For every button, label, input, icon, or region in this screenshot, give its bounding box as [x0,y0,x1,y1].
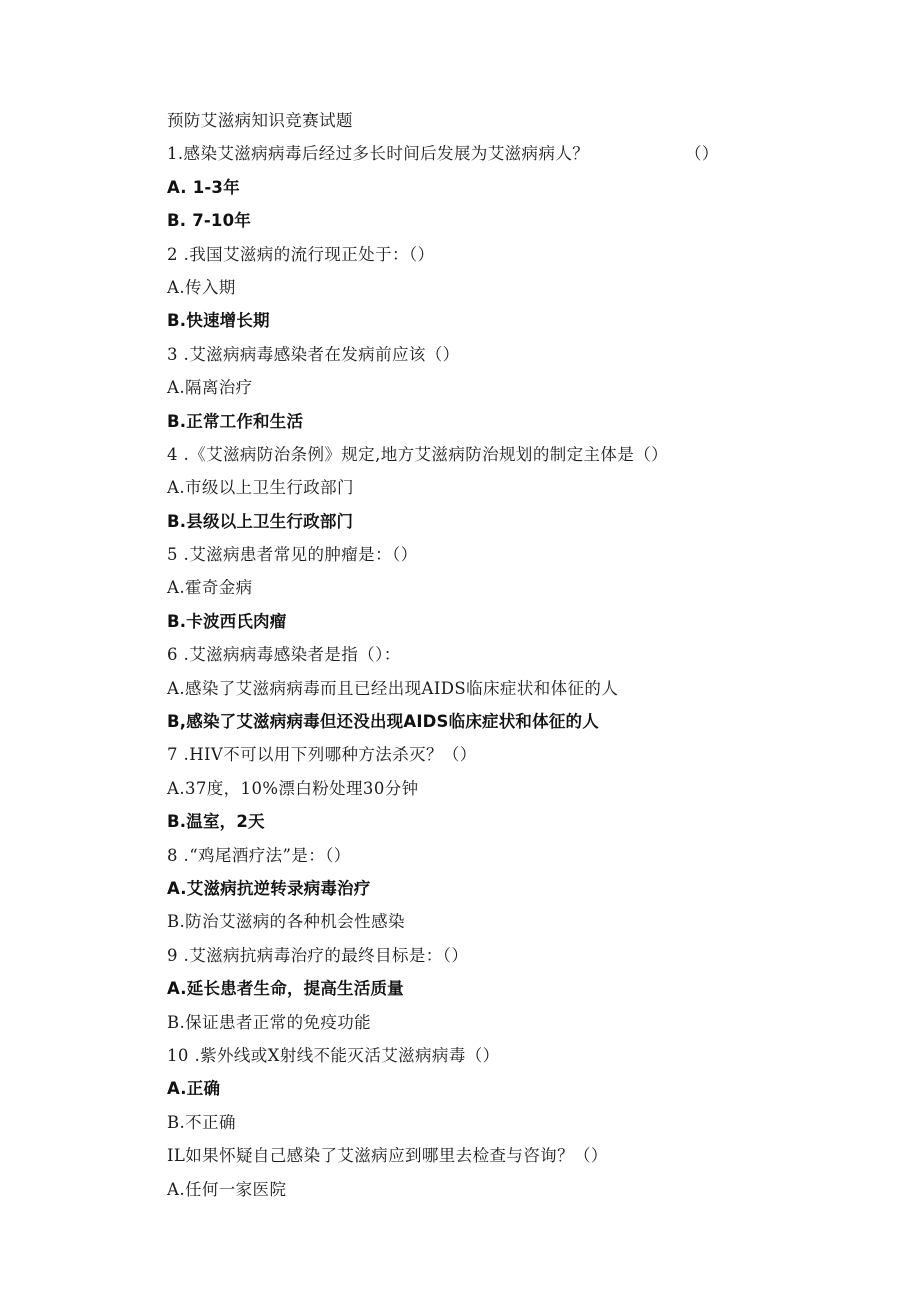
option-a: A. 1-3年 [167,177,240,197]
option-a: A.37度，10%漂白粉处理30分钟 [167,778,419,798]
question-11: IL如果怀疑自己感染了艾滋病应到哪里去检查与咨询？（） [167,1146,608,1166]
question-6: 6 .艾滋病病毒感染者是指（）： [167,645,401,665]
question-8: 8 .“鸡尾酒疗法”是：（） [167,845,351,865]
answer-blank: （） [685,144,719,164]
question-10: 10 .紫外线或X射线不能灭活艾滋病病毒（） [167,1045,500,1065]
option-a: A.正确 [167,1079,221,1099]
option-a: A.感染了艾滋病病毒而且已经出现AIDS临床症状和体征的人 [167,678,619,698]
question-4: 4 .《艾滋病防治条例》规定,地方艾滋病防治规划的制定主体是（） [167,444,669,464]
option-b: B.防治艾滋病的各种机会性感染 [167,912,405,932]
question-9: 9 .艾滋病抗病毒治疗的最终目标是：（） [167,945,469,965]
question-2: 2 .我国艾滋病的流行现正处于：（） [167,244,435,264]
option-b: B.正常工作和生活 [167,411,304,431]
question-7: 7 .HIV不可以用下列哪种方法杀灭？（） [167,745,477,765]
option-b: B,感染了艾滋病病毒但还没出现AIDS临床症状和体征的人 [167,712,599,732]
document-title: 预防艾滋病知识竞赛试题 [167,111,353,130]
option-a: A.传入期 [167,277,236,297]
option-a: A.霍奇金病 [167,578,253,598]
question-1 [167,139,767,172]
question-5: 5 .艾滋病患者常见的肿瘤是：（） [167,545,418,565]
question-text: 1.感染艾滋病病毒后经过多长时间后发展为艾滋病病人？ [167,144,590,164]
option-b: B.县级以上卫生行政部门 [167,511,354,531]
document-body [167,106,767,1208]
option-a: A.任何一家医院 [167,1179,287,1199]
question-3: 3 .艾滋病病毒感染者在发病前应该（） [167,344,460,364]
option-a: A.隔离治疗 [167,378,253,398]
option-b: B.温室，2天 [167,812,265,832]
option-a: A.延长患者生命，提高生活质量 [167,979,404,999]
option-b: B.不正确 [167,1112,236,1132]
option-b: B. 7-10年 [167,211,251,231]
option-b: B.保证患者正常的免疫功能 [167,1012,372,1032]
option-b: B.卡波西氏肉瘤 [167,611,287,631]
option-b: B.快速增长期 [167,311,270,331]
option-a: A.市级以上卫生行政部门 [167,478,354,498]
option-a: A.艾滋病抗逆转录病毒治疗 [167,878,371,898]
